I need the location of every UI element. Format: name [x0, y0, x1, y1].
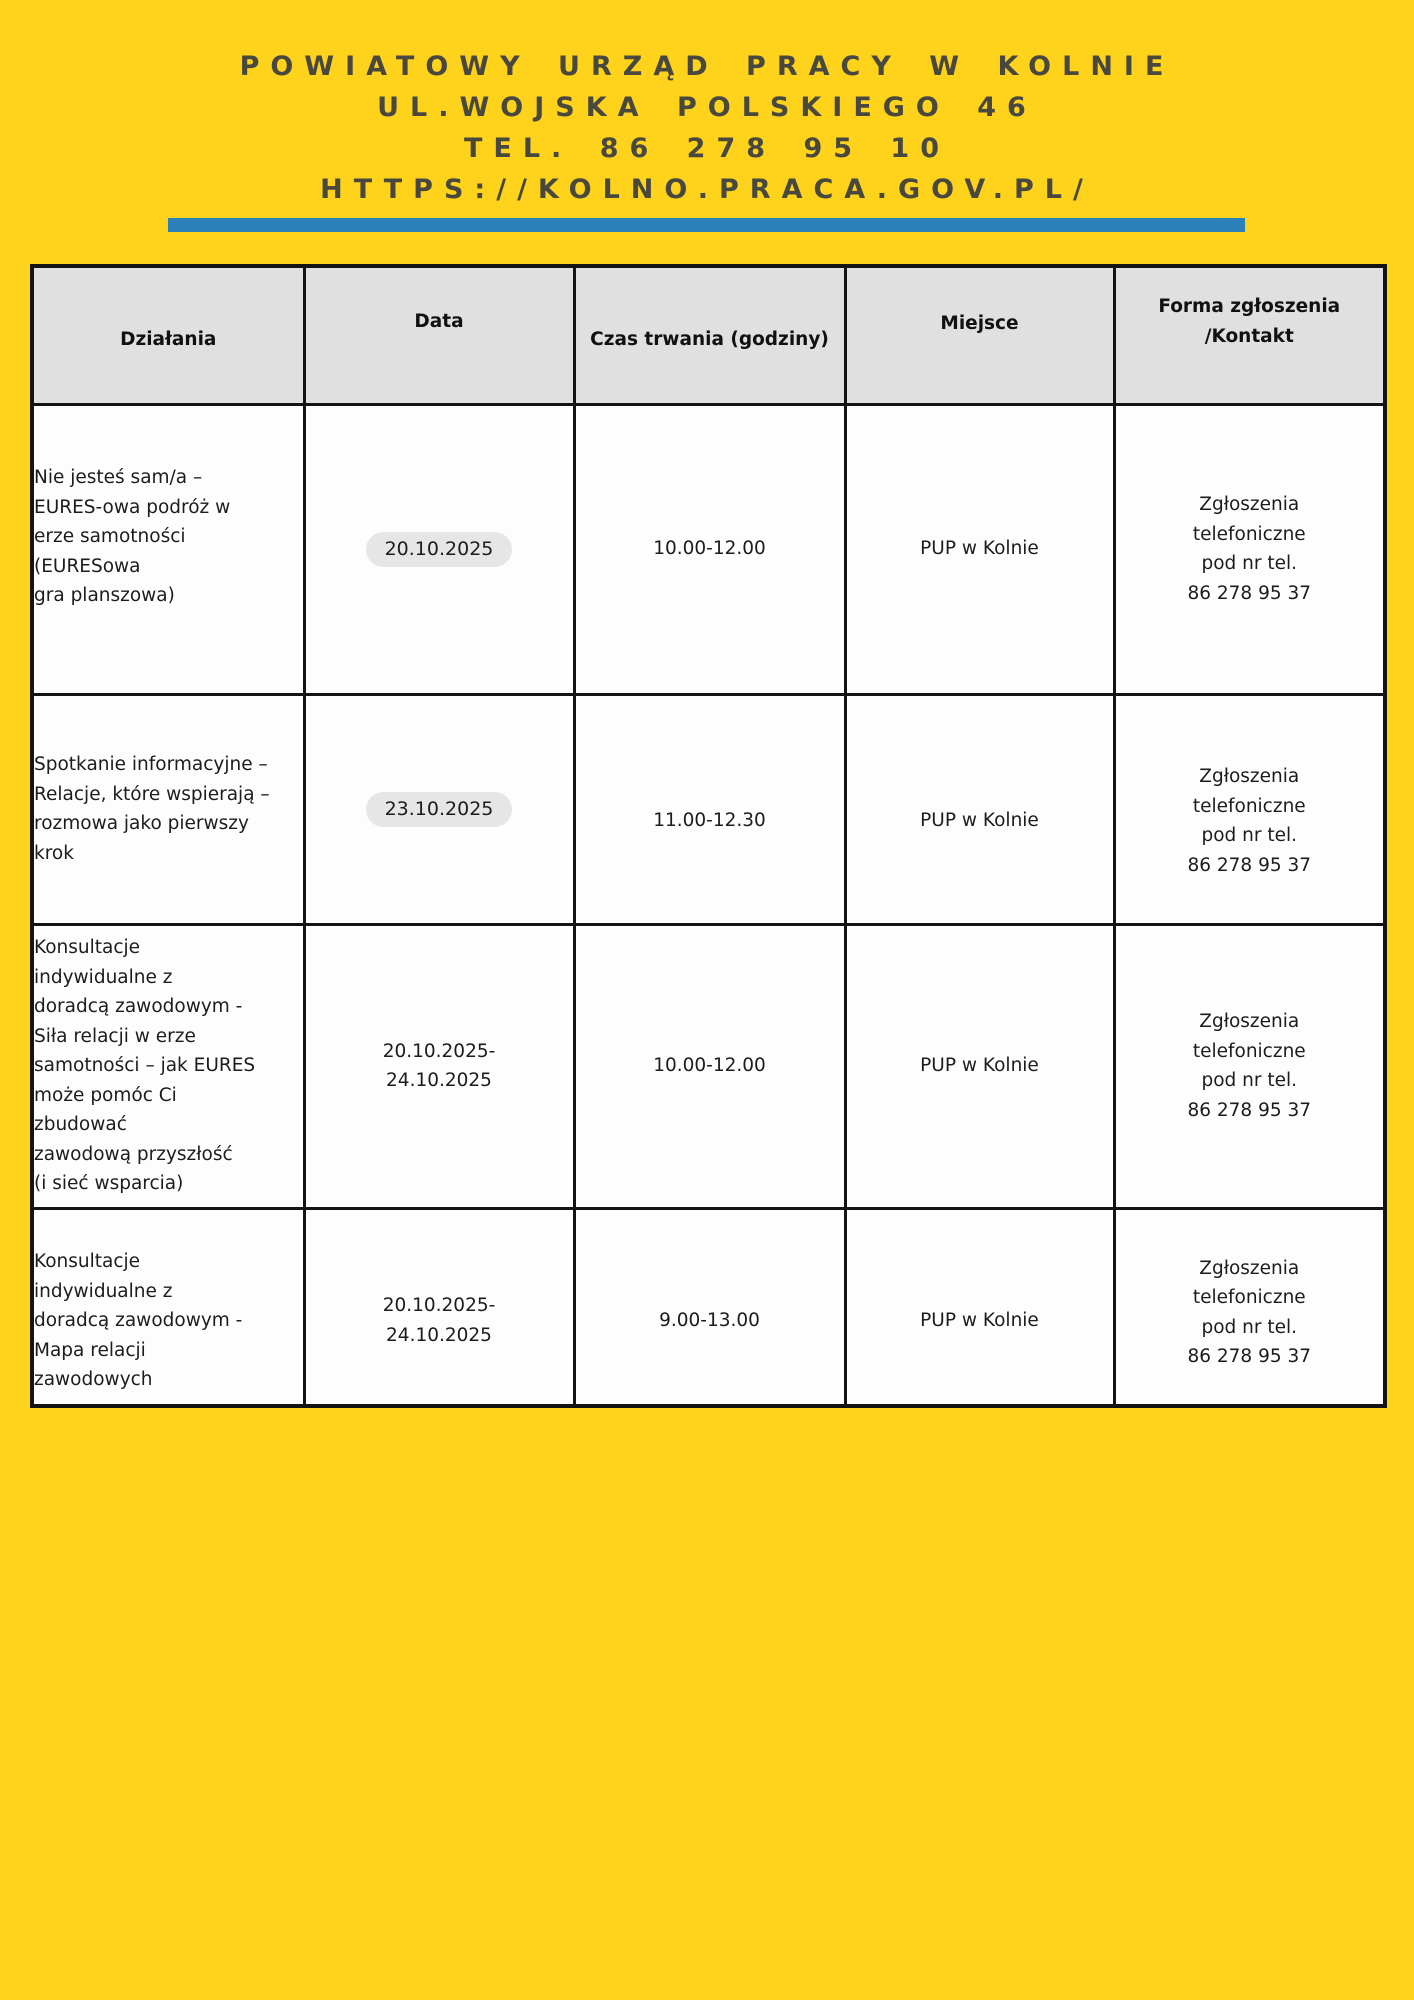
time-cell: 10.00-12.00 — [574, 404, 845, 694]
contact-line: 86 278 95 37 — [1187, 582, 1312, 604]
contact-line: 86 278 95 37 — [1187, 854, 1312, 876]
date-cell — [304, 694, 574, 924]
activity-line: krok — [34, 842, 74, 864]
activity-cell — [32, 924, 304, 1208]
activity-cell — [32, 694, 304, 924]
date-pill: 20.10.2025 — [366, 532, 513, 567]
activity-line: (i sieć wsparcia) — [34, 1173, 184, 1195]
date-cell — [304, 924, 574, 1208]
table-row — [32, 694, 1385, 924]
activity-line: erze samotności — [34, 526, 186, 548]
header-cell-forma-zgloszenia — [1114, 266, 1385, 404]
activity-line: samotności – jak EURES — [34, 1055, 256, 1077]
date-line: 20.10.2025- — [382, 1040, 496, 1062]
contact-line: Zgłoszenia — [1199, 494, 1300, 515]
table-row — [32, 924, 1385, 1208]
activity-line: Nie jesteś sam/a – — [34, 467, 203, 489]
activity-line: rozmowa jako pierwszy — [34, 813, 249, 834]
activity-line: Konsultacje — [34, 937, 141, 959]
contact-cell — [1114, 1208, 1385, 1406]
activity-cell — [32, 1208, 304, 1406]
contact-cell — [1114, 924, 1385, 1208]
activity-line: gra planszowa) — [34, 585, 175, 607]
contact-cell — [1114, 404, 1385, 694]
header-label: Forma zgłoszenia — [1158, 296, 1341, 318]
time-cell: 9.00-13.00 — [574, 1208, 845, 1406]
header-label: Data — [414, 311, 464, 333]
contact-line: Zgłoszenia — [1199, 1257, 1300, 1279]
time-cell: 10.00-12.00 — [574, 924, 845, 1208]
header-label: /Kontakt — [1204, 326, 1294, 348]
header-cell-dzialania — [32, 266, 304, 404]
org-name-line: POWIATOWY URZĄD PRACY W KOLNIE — [239, 51, 1175, 82]
contact-line: Zgłoszenia — [1199, 1011, 1300, 1032]
table-row — [32, 1208, 1385, 1406]
contact-line: telefoniczne — [1192, 1287, 1306, 1309]
activity-line: Relacje, które wspierają – — [34, 783, 270, 805]
date-cell — [304, 404, 574, 694]
activity-line: indywidualne z — [34, 966, 173, 988]
place-cell: PUP w Kolnie — [845, 694, 1114, 924]
activity-line: może pomóc Ci — [34, 1084, 177, 1106]
contact-cell — [1114, 694, 1385, 924]
activity-cell — [32, 404, 304, 694]
activity-line: Siła relacji w erze — [34, 1025, 196, 1047]
activity-line: doradcą zawodowym - — [34, 1310, 243, 1331]
date-cell — [304, 1208, 574, 1406]
header-label: Miejsce — [940, 313, 1019, 335]
activity-line: Spotkanie informacyjne – — [34, 754, 268, 775]
date-line: 20.10.2025- — [382, 1295, 496, 1317]
header-cell-data — [304, 266, 574, 404]
contact-line: Zgłoszenia — [1199, 766, 1300, 787]
place-cell: PUP w Kolnie — [845, 404, 1114, 694]
date-line: 24.10.2025 — [386, 1324, 492, 1346]
contact-line: 86 278 95 37 — [1187, 1099, 1312, 1121]
activity-line: Konsultacje — [34, 1251, 141, 1272]
activity-line: zawodowych — [34, 1369, 153, 1390]
header-cell-czas-trwania — [574, 266, 845, 404]
contact-line: pod nr tel. — [1201, 1316, 1298, 1338]
contact-line: telefoniczne — [1192, 1040, 1306, 1062]
table-header-row — [32, 266, 1385, 404]
header-label: Działania — [120, 329, 217, 351]
header-label: Czas trwania (godziny) — [590, 329, 829, 351]
activity-line: indywidualne z — [34, 1280, 173, 1302]
contact-line: pod nr tel. — [1201, 1070, 1298, 1091]
activity-line: (EURESowa — [34, 555, 141, 577]
activity-line: Mapa relacji — [34, 1339, 146, 1361]
activity-line: EURES-owa podróż w — [34, 496, 231, 518]
place-cell: PUP w Kolnie — [845, 924, 1114, 1208]
place-cell: PUP w Kolnie — [845, 1208, 1114, 1406]
org-website-line: HTTPS://KOLNO.PRACA.GOV.PL/ — [320, 174, 1094, 205]
activity-line: doradcą zawodowym - — [34, 996, 243, 1018]
contact-line: telefoniczne — [1192, 523, 1306, 545]
table-row — [32, 404, 1385, 694]
activity-line: zbudować — [34, 1114, 127, 1136]
org-address-line: UL.WOJSKA POLSKIEGO 46 — [377, 92, 1037, 123]
date-line: 24.10.2025 — [386, 1070, 492, 1091]
activity-line: zawodową przyszłość — [34, 1143, 233, 1165]
org-header-block — [0, 46, 1414, 210]
header-cell-miejsce — [845, 266, 1114, 404]
time-cell: 11.00-12.30 — [574, 694, 845, 924]
contact-line: pod nr tel. — [1201, 553, 1298, 574]
contact-line: telefoniczne — [1192, 795, 1306, 817]
date-pill: 23.10.2025 — [366, 792, 513, 827]
schedule-table — [30, 264, 1387, 1408]
contact-line: 86 278 95 37 — [1187, 1346, 1312, 1368]
blue-divider-bar — [168, 218, 1245, 232]
contact-line: pod nr tel. — [1201, 825, 1298, 846]
org-phone-line: TEL. 86 278 95 10 — [463, 133, 950, 164]
